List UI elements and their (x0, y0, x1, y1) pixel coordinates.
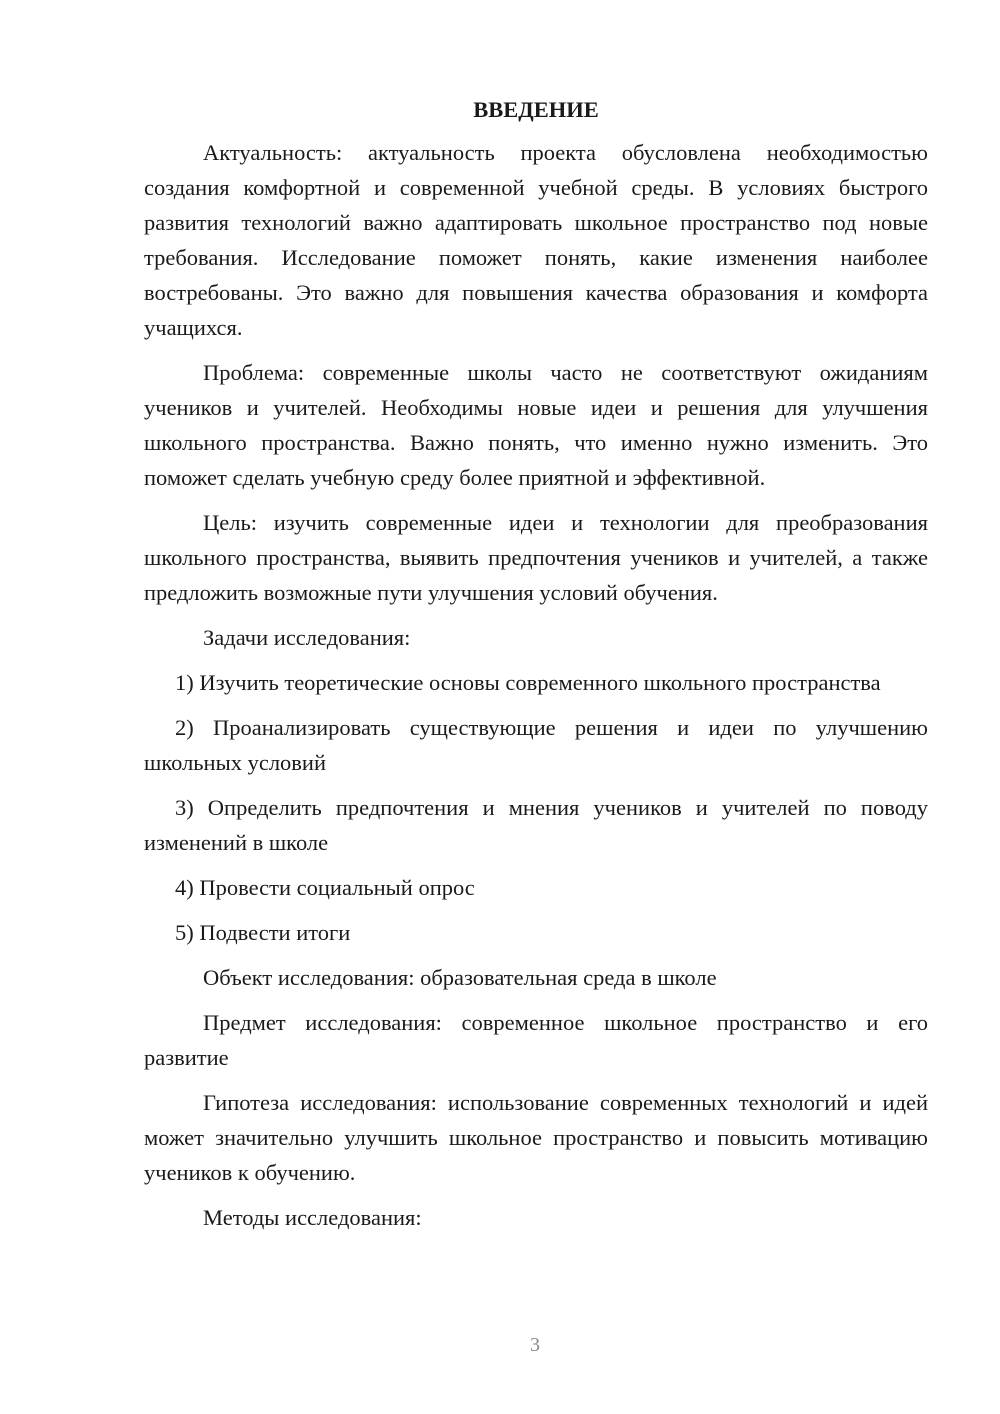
methods-heading: Методы исследования: (203, 1205, 422, 1230)
page-number: 3 (530, 1334, 540, 1356)
hypothesis-paragraph: Гипотеза исследования: использование современных технологий и идей может значительно улучшить школьное пространство и повысить мотивацию учеников к обучению. (144, 1090, 928, 1185)
problem-paragraph: Проблема: современные школы часто не соответствуют ожиданиям учеников и учителей. Необходимы новые идеи и решения для улучшения школьного пространства. Важно понять, что именно нужно изменить. Это поможет сделать учебную среду более приятной и эффективной. (144, 360, 928, 490)
task-item-5: 5) Подвести итоги (175, 920, 351, 945)
goal-paragraph: Цель: изучить современные идеи и технологии для преобразования школьного пространства, выявить предпочтения учеников и учителей, а также предложить возможные пути улучшения условий обучения. (144, 510, 928, 605)
task-item-3: 3) Определить предпочтения и мнения учеников и учителей по поводу изменений в школе (144, 795, 928, 855)
section-title: ВВЕДЕНИЕ (473, 97, 599, 122)
task-item-2: 2) Проанализировать существующие решения и идеи по улучшению школьных условий (144, 715, 928, 775)
task-item-1: 1) Изучить теоретические основы современного школьного пространства (175, 670, 881, 695)
task-item-4: 4) Провести социальный опрос (175, 875, 475, 900)
subject-paragraph: Предмет исследования: современное школьное пространство и его развитие (144, 1010, 928, 1070)
document-body (144, 95, 928, 1235)
object-paragraph: Объект исследования: образовательная среда в школе (203, 965, 717, 990)
tasks-heading: Задачи исследования: (203, 625, 411, 650)
relevance-paragraph: Актуальность: актуальность проекта обусловлена необходимостью создания комфортной и современной учебной среды. В условиях быстрого развития технологий важно адаптировать школьное пространство под новые требования. Исследование поможет понять, какие изменения наиболее востребованы. Это важно для повышения качества образования и комфорта учащихся. (144, 140, 928, 340)
